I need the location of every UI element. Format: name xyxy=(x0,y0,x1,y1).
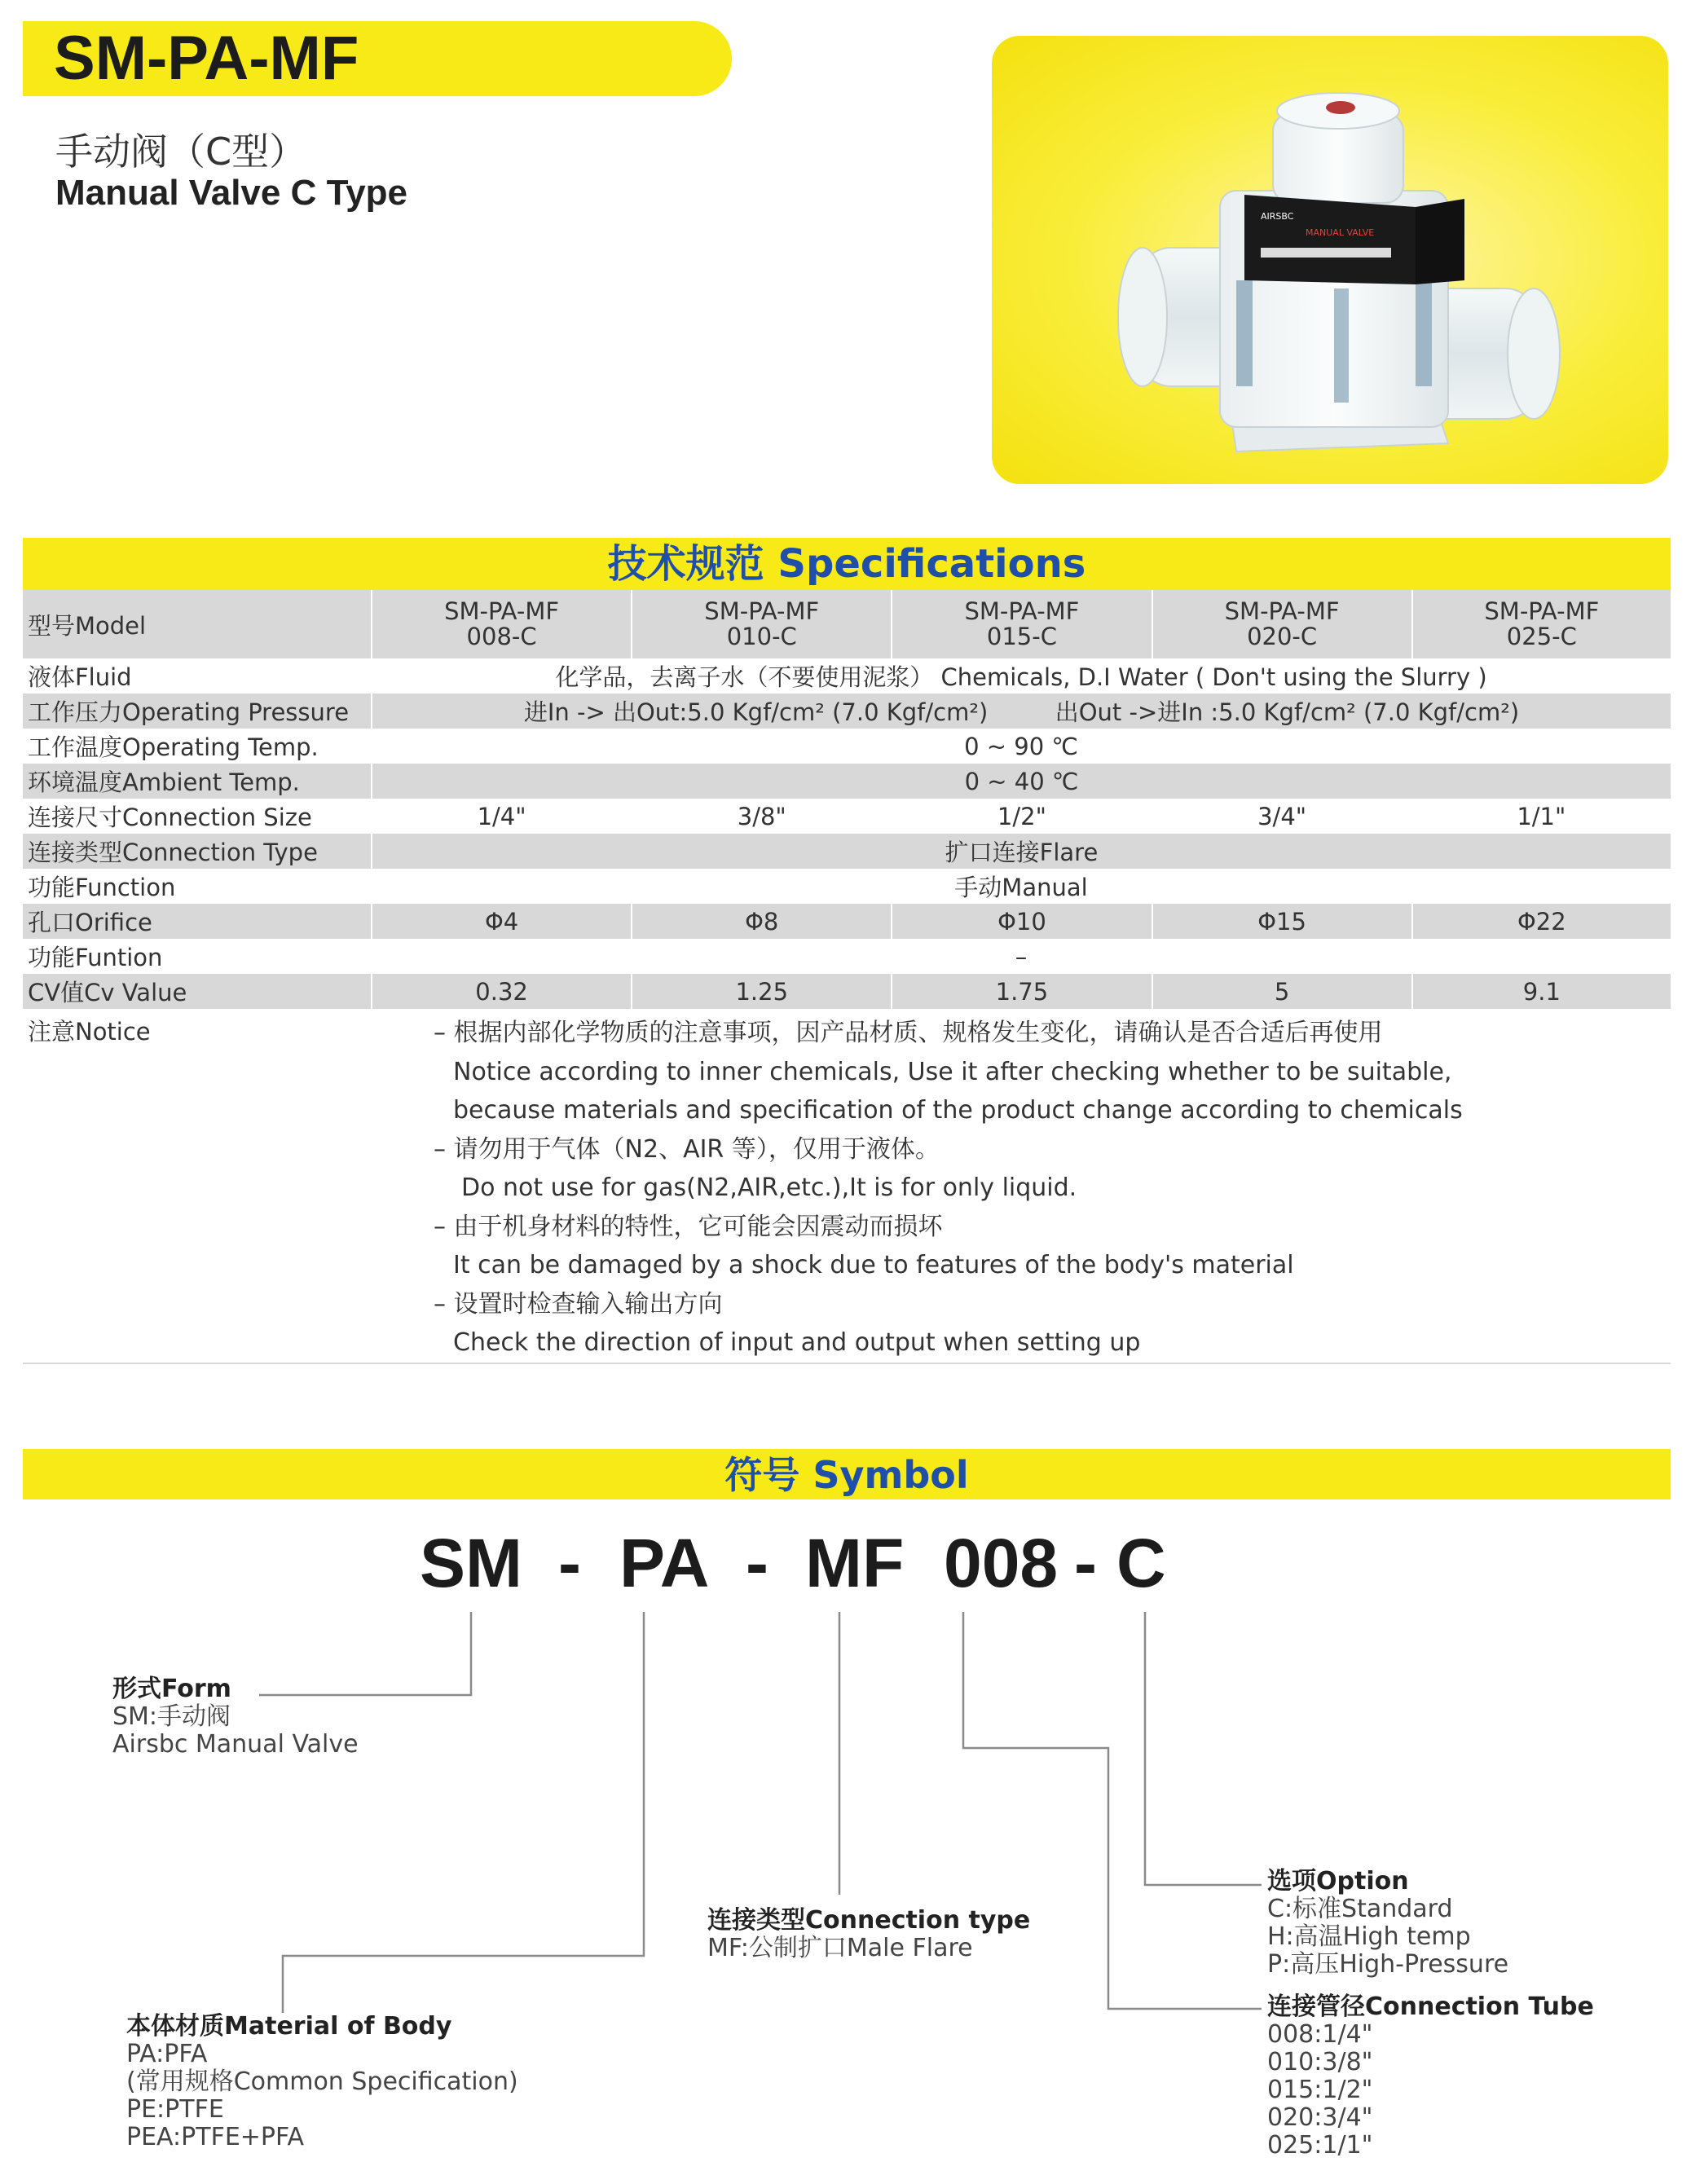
notice-line-5: Do not use for gas(N2,AIR,etc.),It is for only liquid. xyxy=(461,1173,1077,1202)
value-funtion: – xyxy=(1015,942,1028,971)
cv-value-3: 1.75 xyxy=(892,974,1152,1009)
value-operating-temp: 0 ~ 90 ℃ xyxy=(964,732,1078,760)
notice-line-3: because materials and specification of the product change according to chemicals xyxy=(453,1096,1463,1125)
label-text: MANUAL VALVE xyxy=(1306,227,1375,238)
label-funtion: 功能Funtion xyxy=(28,944,163,971)
label-pressure: 工作压力Operating Pressure xyxy=(23,694,372,729)
material-heading: 本体材质Material of Body xyxy=(126,2012,452,2041)
model-cell-4: SM-PA-MF 020-C xyxy=(1152,590,1412,658)
material-line-2: (常用规格Common Specification) xyxy=(126,2067,518,2096)
specifications-title: 技术规范 Specifications xyxy=(23,538,1671,590)
connection-tube-description xyxy=(1267,1993,1594,2160)
cv-value-5: 9.1 xyxy=(1412,974,1671,1009)
orifice-2: Φ8 xyxy=(632,904,892,939)
form-line-2: Airsbc Manual Valve xyxy=(112,1730,359,1759)
cv-value-4: 5 xyxy=(1152,974,1412,1009)
option-line-1: C:标准Standard xyxy=(1267,1895,1453,1923)
connection-size-4: 3/4" xyxy=(1257,802,1307,830)
code-dash-2: - xyxy=(746,1525,768,1601)
code-pa: PA xyxy=(619,1525,710,1601)
notice-line-4: – 请勿用于气体（N2、AIR 等），仅用于液体。 xyxy=(434,1134,940,1164)
label-operating-temp: 工作温度Operating Temp. xyxy=(28,733,319,761)
connection-tube-line-5: 025:1/1" xyxy=(1267,2131,1373,2160)
cv-value-1: 0.32 xyxy=(372,974,632,1009)
connection-type-heading: 连接类型Connection type xyxy=(707,1906,1031,1935)
line-option xyxy=(1145,1612,1262,1885)
form-line-1: SM:手动阀 xyxy=(112,1702,231,1731)
connection-tube-line-3: 015:1/2" xyxy=(1267,2076,1373,2104)
form-heading: 形式Form xyxy=(112,1675,231,1703)
notice-line-8: – 设置时检查输入输出方向 xyxy=(434,1289,723,1319)
material-line-3: PE:PTFE xyxy=(126,2095,224,2124)
value-ambient-temp: 0 ~ 40 ℃ xyxy=(372,764,1671,799)
material-line-4: PEA:PTFE+PFA xyxy=(126,2123,305,2151)
connection-type-description xyxy=(707,1907,1030,1962)
connection-tube-heading: 连接管径Connection Tube xyxy=(1267,1992,1594,2021)
orifice-4: Φ15 xyxy=(1152,904,1412,939)
model-title: SM-PA-MF xyxy=(54,24,359,93)
subtitle-english: Manual Valve C Type xyxy=(55,173,408,213)
label-orifice: 孔口Orifice xyxy=(23,904,372,939)
option-description xyxy=(1267,1868,1508,1979)
model-cell-5: SM-PA-MF 025-C xyxy=(1412,590,1671,658)
orifice-3: Φ10 xyxy=(892,904,1152,939)
material-line-1: PA:PFA xyxy=(126,2040,208,2068)
option-heading: 选项Option xyxy=(1267,1867,1409,1896)
label-connection-type: 连接类型Connection Type xyxy=(23,834,372,869)
pressure-forward: 进In -> 出Out:5.0 Kgf/cm² (7.0 Kgf/cm²) xyxy=(523,698,989,726)
code-mf: MF xyxy=(805,1525,905,1601)
label-connection-size: 连接尺寸Connection Size xyxy=(28,804,312,831)
pressure-reverse: 出Out ->进In :5.0 Kgf/cm² (7.0 Kgf/cm²) xyxy=(1055,698,1520,726)
label-ambient-temp: 环境温度Ambient Temp. xyxy=(23,764,372,799)
label-function: 功能Function xyxy=(28,874,176,901)
orifice-1: Φ4 xyxy=(372,904,632,939)
symbol-title: 符号 Symbol xyxy=(23,1449,1671,1499)
model-cell-3: SM-PA-MF 015-C xyxy=(892,590,1152,658)
value-function: 手动Manual xyxy=(954,874,1088,901)
option-line-2: H:高温High temp xyxy=(1267,1922,1471,1951)
cv-value-2: 1.25 xyxy=(632,974,892,1009)
label-cv-value: CV值Cv Value xyxy=(23,974,372,1009)
label-model: 型号Model xyxy=(23,590,372,658)
subtitle-chinese: 手动阀（C型） xyxy=(55,130,307,174)
value-fluid: 化学品，去离子水（不要使用泥浆） Chemicals, D.I Water ( Don't using the Slurry ) xyxy=(555,663,1487,691)
connection-tube-line-2: 010:3/8" xyxy=(1267,2048,1373,2076)
connection-tube-line-4: 020:3/4" xyxy=(1267,2103,1373,2132)
model-cell-2: SM-PA-MF 010-C xyxy=(632,590,892,658)
label-notice: 注意Notice xyxy=(23,1009,372,1363)
code-sm: SM xyxy=(420,1525,522,1601)
code-008: 008 xyxy=(944,1525,1059,1601)
connection-size-5: 1/1" xyxy=(1517,802,1566,830)
option-line-3: P:高压High-Pressure xyxy=(1267,1950,1509,1979)
code-c: C xyxy=(1116,1525,1166,1601)
connection-size-1: 1/4" xyxy=(477,802,526,830)
line-material xyxy=(283,1612,644,2013)
connection-size-3: 1/2" xyxy=(997,802,1046,830)
orifice-5: Φ22 xyxy=(1412,904,1671,939)
code-dash-1: - xyxy=(558,1525,581,1601)
label-fluid: 液体Fluid xyxy=(28,663,132,691)
material-description xyxy=(126,2013,518,2151)
form-description xyxy=(112,1675,359,1759)
connection-type-line-1: MF:公制扩口Male Flare xyxy=(707,1934,973,1962)
label-brand: AIRSBC xyxy=(1261,211,1294,222)
notice-line-7: It can be damaged by a shock due to features of the body's material xyxy=(453,1251,1294,1279)
notice-line-6: – 由于机身材料的特性，它可能会因震动而损坏 xyxy=(434,1212,943,1241)
notice-line-9: Check the direction of input and output when setting up xyxy=(453,1328,1141,1357)
connection-size-2: 3/8" xyxy=(737,802,786,830)
notice-line-1: – 根据内部化学物质的注意事项，因产品材质、规格发生变化，请确认是否合适后再使用 xyxy=(434,1019,1383,1047)
connection-tube-line-1: 008:1/4" xyxy=(1267,2020,1373,2049)
model-cell-1: SM-PA-MF 008-C xyxy=(372,590,632,658)
code-dash-3: - xyxy=(1074,1525,1097,1601)
value-connection-type: 扩口连接Flare xyxy=(372,834,1671,869)
notice-line-2: Notice according to inner chemicals, Use it after checking whether to be suitable, xyxy=(453,1057,1452,1086)
